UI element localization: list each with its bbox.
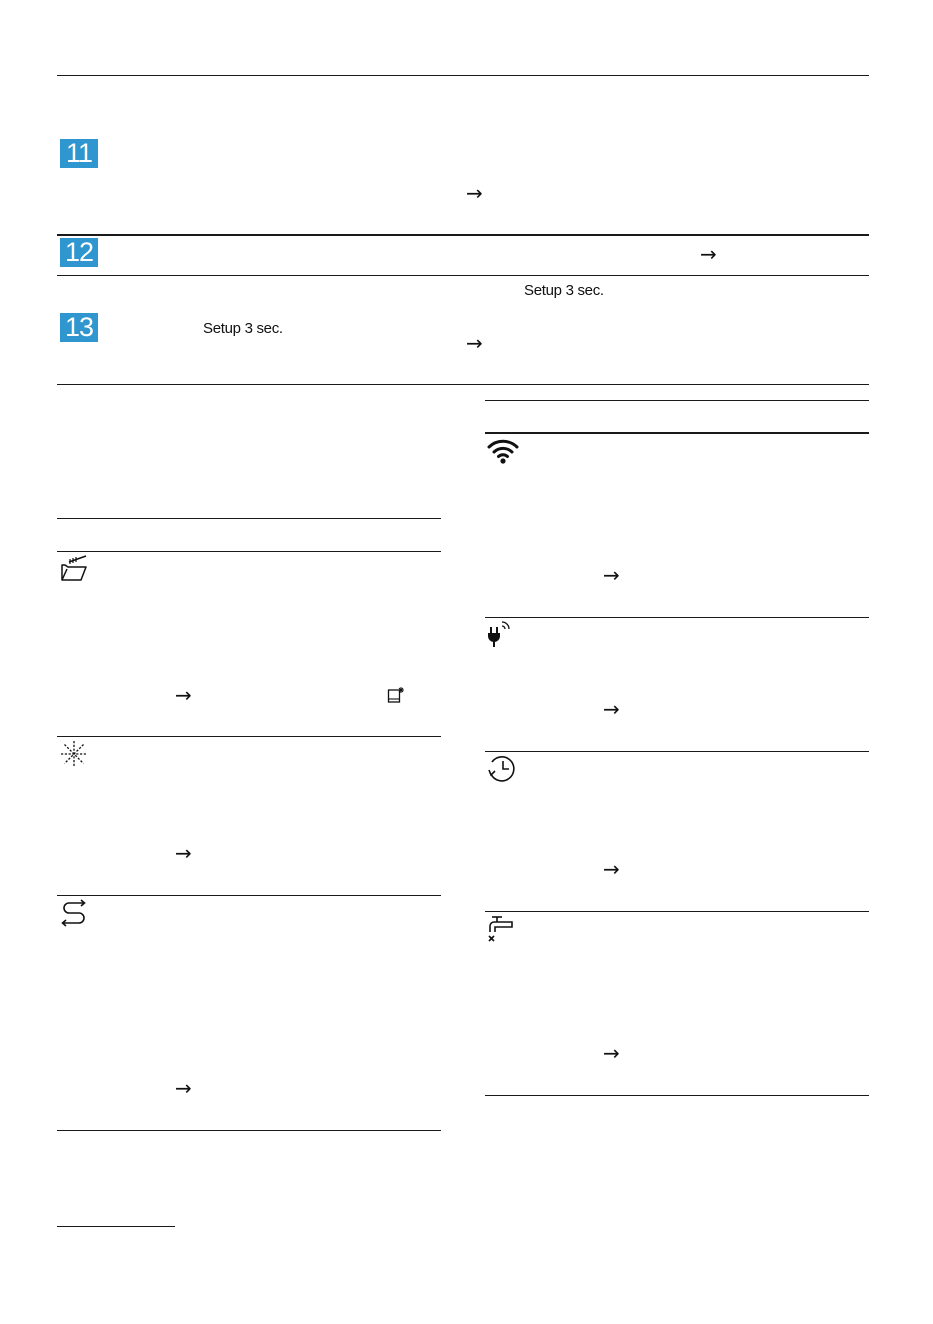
right-table-header-rule xyxy=(485,432,869,434)
remote-plug-icon xyxy=(487,621,513,649)
left-row-2-arrow: → xyxy=(175,841,192,865)
left-table-rule-1 xyxy=(57,518,441,519)
left-table-header-rule xyxy=(57,551,441,552)
step-13-badge: 13 xyxy=(60,313,98,342)
left-row-2-rule xyxy=(57,895,441,896)
dishwasher-star-icon xyxy=(387,686,405,704)
right-row-1-rule xyxy=(485,617,869,618)
left-row-1-rule xyxy=(57,736,441,737)
right-row-2-rule xyxy=(485,751,869,752)
sparkle-icon xyxy=(60,740,88,768)
step-11-arrow: → xyxy=(466,181,483,205)
right-row-4-arrow: → xyxy=(603,1041,620,1065)
right-row-3-arrow: → xyxy=(603,857,620,881)
footnote-rule xyxy=(57,1226,175,1227)
left-row-3-arrow: → xyxy=(175,1076,192,1100)
step-12-arrow: → xyxy=(700,242,717,266)
step-12-badge: 12 xyxy=(60,238,98,267)
tap-off-icon xyxy=(486,914,516,944)
header-rule xyxy=(57,75,869,76)
step-12-rule-bottom xyxy=(57,275,869,276)
step-13-arrow: → xyxy=(466,331,483,355)
setup-label-right: Setup 3 sec. xyxy=(524,282,604,299)
right-row-1-arrow: → xyxy=(603,563,620,587)
right-table-col-split-a xyxy=(485,384,869,385)
right-row-2-arrow: → xyxy=(603,697,620,721)
left-row-1-arrow: → xyxy=(175,683,192,707)
left-table-bottom-rule xyxy=(57,1130,441,1131)
step-12-rule-top xyxy=(57,234,869,236)
s-loop-icon xyxy=(60,899,88,927)
setup-label-left: Setup 3 sec. xyxy=(203,320,283,337)
right-table-rule-1 xyxy=(485,400,869,401)
clock-restart-icon xyxy=(486,754,518,784)
basket-brush-icon xyxy=(59,555,89,583)
right-row-3-rule xyxy=(485,911,869,912)
step-11-badge: 11 xyxy=(60,139,98,168)
wifi-icon xyxy=(487,435,519,465)
right-table-bottom-rule xyxy=(485,1095,869,1096)
